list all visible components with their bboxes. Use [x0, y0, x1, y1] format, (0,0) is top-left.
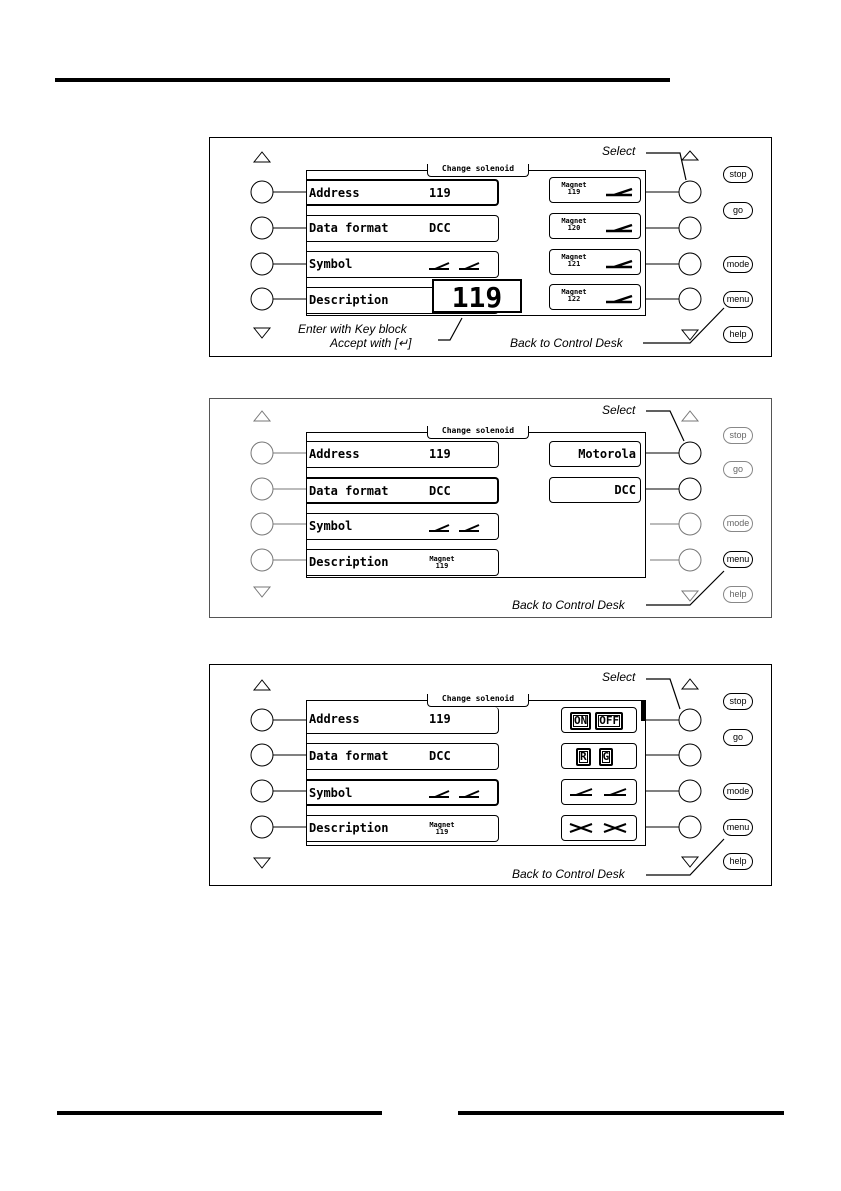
g-tag: G	[599, 748, 614, 766]
caption-back: Back to Control Desk	[510, 336, 623, 350]
arrow-up-icon	[682, 151, 698, 160]
mode-button[interactable]: mode	[723, 256, 753, 273]
field-label: Address	[309, 447, 360, 461]
arrow-up-icon	[682, 679, 698, 689]
caption-select: Select	[602, 144, 636, 158]
softkey-left-2	[251, 478, 273, 500]
magnet-label: Magnet 121	[561, 253, 587, 268]
field-address[interactable]	[307, 707, 499, 734]
arrow-down-icon	[254, 858, 270, 868]
field-value: 119	[429, 712, 451, 726]
field-symbol[interactable]	[307, 513, 499, 540]
display-screen	[306, 426, 646, 578]
softkey-left-2	[251, 217, 273, 239]
field-label: Data format	[309, 749, 389, 763]
symbol-option-turnout[interactable]	[561, 779, 637, 805]
symbol-option-crossing[interactable]	[561, 815, 637, 841]
field-label: Description	[309, 293, 389, 307]
symbol-option-r-g[interactable]	[561, 743, 637, 769]
turnout-symbol-icon	[604, 222, 634, 234]
field-label: Symbol	[309, 257, 353, 271]
panel-address-entry	[209, 137, 772, 357]
menu-button[interactable]: menu	[723, 291, 753, 308]
field-label: Description	[309, 821, 389, 835]
help-button[interactable]: help	[723, 326, 753, 343]
softkey-left-4	[251, 549, 273, 571]
mode-button[interactable]: mode	[723, 515, 753, 532]
softkey-left-3	[251, 513, 273, 535]
field-label: Description	[309, 555, 389, 569]
softkey-left-3	[251, 780, 273, 802]
softkey-right-1	[679, 442, 701, 464]
mode-button[interactable]: mode	[723, 783, 753, 800]
field-symbol[interactable]	[307, 779, 499, 806]
field-label: Address	[309, 186, 360, 200]
field-value: 119	[429, 186, 451, 200]
panel-data-format	[209, 398, 772, 618]
softkey-right-3	[679, 253, 701, 275]
field-label: Symbol	[309, 786, 353, 800]
softkey-right-2	[679, 478, 701, 500]
turnout-symbol-icon	[604, 293, 634, 305]
field-data-format[interactable]	[307, 477, 499, 504]
help-button[interactable]: help	[723, 853, 753, 870]
softkey-left-3	[251, 253, 273, 275]
number-entry[interactable]: 119	[432, 279, 522, 313]
turnout-symbol-icon	[604, 186, 634, 198]
field-description[interactable]	[307, 549, 499, 576]
softkey-right-3	[679, 513, 701, 535]
field-address[interactable]	[307, 179, 499, 206]
turnout-symbol-icon	[562, 780, 636, 804]
softkey-left-2	[251, 744, 273, 766]
arrow-up-icon	[254, 152, 270, 162]
field-value: DCC	[429, 484, 451, 498]
softkey-left-1	[251, 181, 273, 203]
option-label: Motorola	[578, 447, 636, 461]
stop-button[interactable]: stop	[723, 693, 753, 710]
display-screen	[306, 694, 646, 846]
field-value: DCC	[429, 749, 451, 763]
stop-button[interactable]: stop	[723, 166, 753, 183]
arrow-up-icon	[254, 680, 270, 690]
help-button[interactable]: help	[723, 586, 753, 603]
field-symbol[interactable]	[307, 251, 499, 278]
field-data-format[interactable]	[307, 215, 499, 242]
magnet-label: Magnet 122	[561, 288, 587, 303]
caption-back: Back to Control Desk	[512, 598, 625, 612]
softkey-right-3	[679, 780, 701, 802]
softkey-left-4	[251, 816, 273, 838]
menu-button[interactable]: menu	[723, 819, 753, 836]
turnout-symbol-icon	[427, 521, 487, 535]
screen-title: Change solenoid	[427, 694, 529, 707]
go-button[interactable]: go	[723, 729, 753, 746]
field-value: Magnet 119	[429, 821, 455, 836]
softkey-right-1	[679, 181, 701, 203]
field-label: Data format	[309, 484, 389, 498]
field-address[interactable]	[307, 441, 499, 468]
softkey-right-1	[679, 709, 701, 731]
arrow-up-icon	[254, 411, 270, 421]
format-option-motorola[interactable]	[549, 441, 641, 467]
turnout-symbol-icon	[604, 258, 634, 270]
format-option-dcc[interactable]	[549, 477, 641, 503]
caption-select: Select	[602, 403, 636, 417]
turnout-symbol-icon	[427, 787, 487, 801]
magnet-option[interactable]	[549, 177, 641, 203]
caption-back: Back to Control Desk	[512, 867, 625, 881]
go-button[interactable]: go	[723, 461, 753, 478]
arrow-down-icon	[682, 330, 698, 340]
menu-button[interactable]: menu	[723, 551, 753, 568]
softkey-left-4	[251, 288, 273, 310]
off-tag: OFF	[595, 712, 623, 730]
arrow-down-icon	[682, 857, 698, 867]
go-button[interactable]: go	[723, 202, 753, 219]
softkey-right-2	[679, 217, 701, 239]
field-label: Symbol	[309, 519, 353, 533]
magnet-option[interactable]	[549, 284, 641, 310]
footer-rule-right	[458, 1111, 784, 1115]
field-label: Data format	[309, 221, 389, 235]
screen-title: Change solenoid	[427, 426, 529, 439]
magnet-option[interactable]	[549, 213, 641, 239]
field-description[interactable]	[307, 815, 499, 842]
magnet-option[interactable]	[549, 249, 641, 275]
caption-enter: Enter with Key block	[298, 322, 407, 336]
display-screen	[306, 164, 646, 316]
magnet-label: Magnet 120	[561, 217, 587, 232]
softkey-right-4	[679, 816, 701, 838]
softkey-right-4	[679, 288, 701, 310]
softkey-right-4	[679, 549, 701, 571]
magnet-label: Magnet 119	[561, 181, 587, 196]
turnout-symbol-icon	[427, 259, 487, 273]
field-value: Magnet 119	[429, 555, 455, 570]
stop-button[interactable]: stop	[723, 427, 753, 444]
crossing-symbol-icon	[562, 816, 636, 840]
footer-rule-left	[57, 1111, 382, 1115]
softkey-left-1	[251, 709, 273, 731]
caption-select: Select	[602, 670, 636, 684]
arrow-up-icon	[682, 411, 698, 421]
caption-accept: Accept with [↵]	[330, 336, 412, 350]
scrollbar[interactable]	[641, 701, 645, 721]
r-tag: R	[576, 748, 591, 766]
panel-symbol	[209, 664, 772, 886]
header-rule	[55, 78, 670, 82]
option-label: DCC	[614, 483, 636, 497]
softkey-left-1	[251, 442, 273, 464]
symbol-option-on-off[interactable]	[561, 707, 637, 733]
field-data-format[interactable]	[307, 743, 499, 770]
field-value: 119	[429, 447, 451, 461]
arrow-down-icon	[254, 587, 270, 597]
arrow-down-icon	[254, 328, 270, 338]
screen-title: Change solenoid	[427, 164, 529, 177]
field-label: Address	[309, 712, 360, 726]
field-value: DCC	[429, 221, 451, 235]
on-tag: ON	[570, 712, 591, 730]
softkey-right-2	[679, 744, 701, 766]
